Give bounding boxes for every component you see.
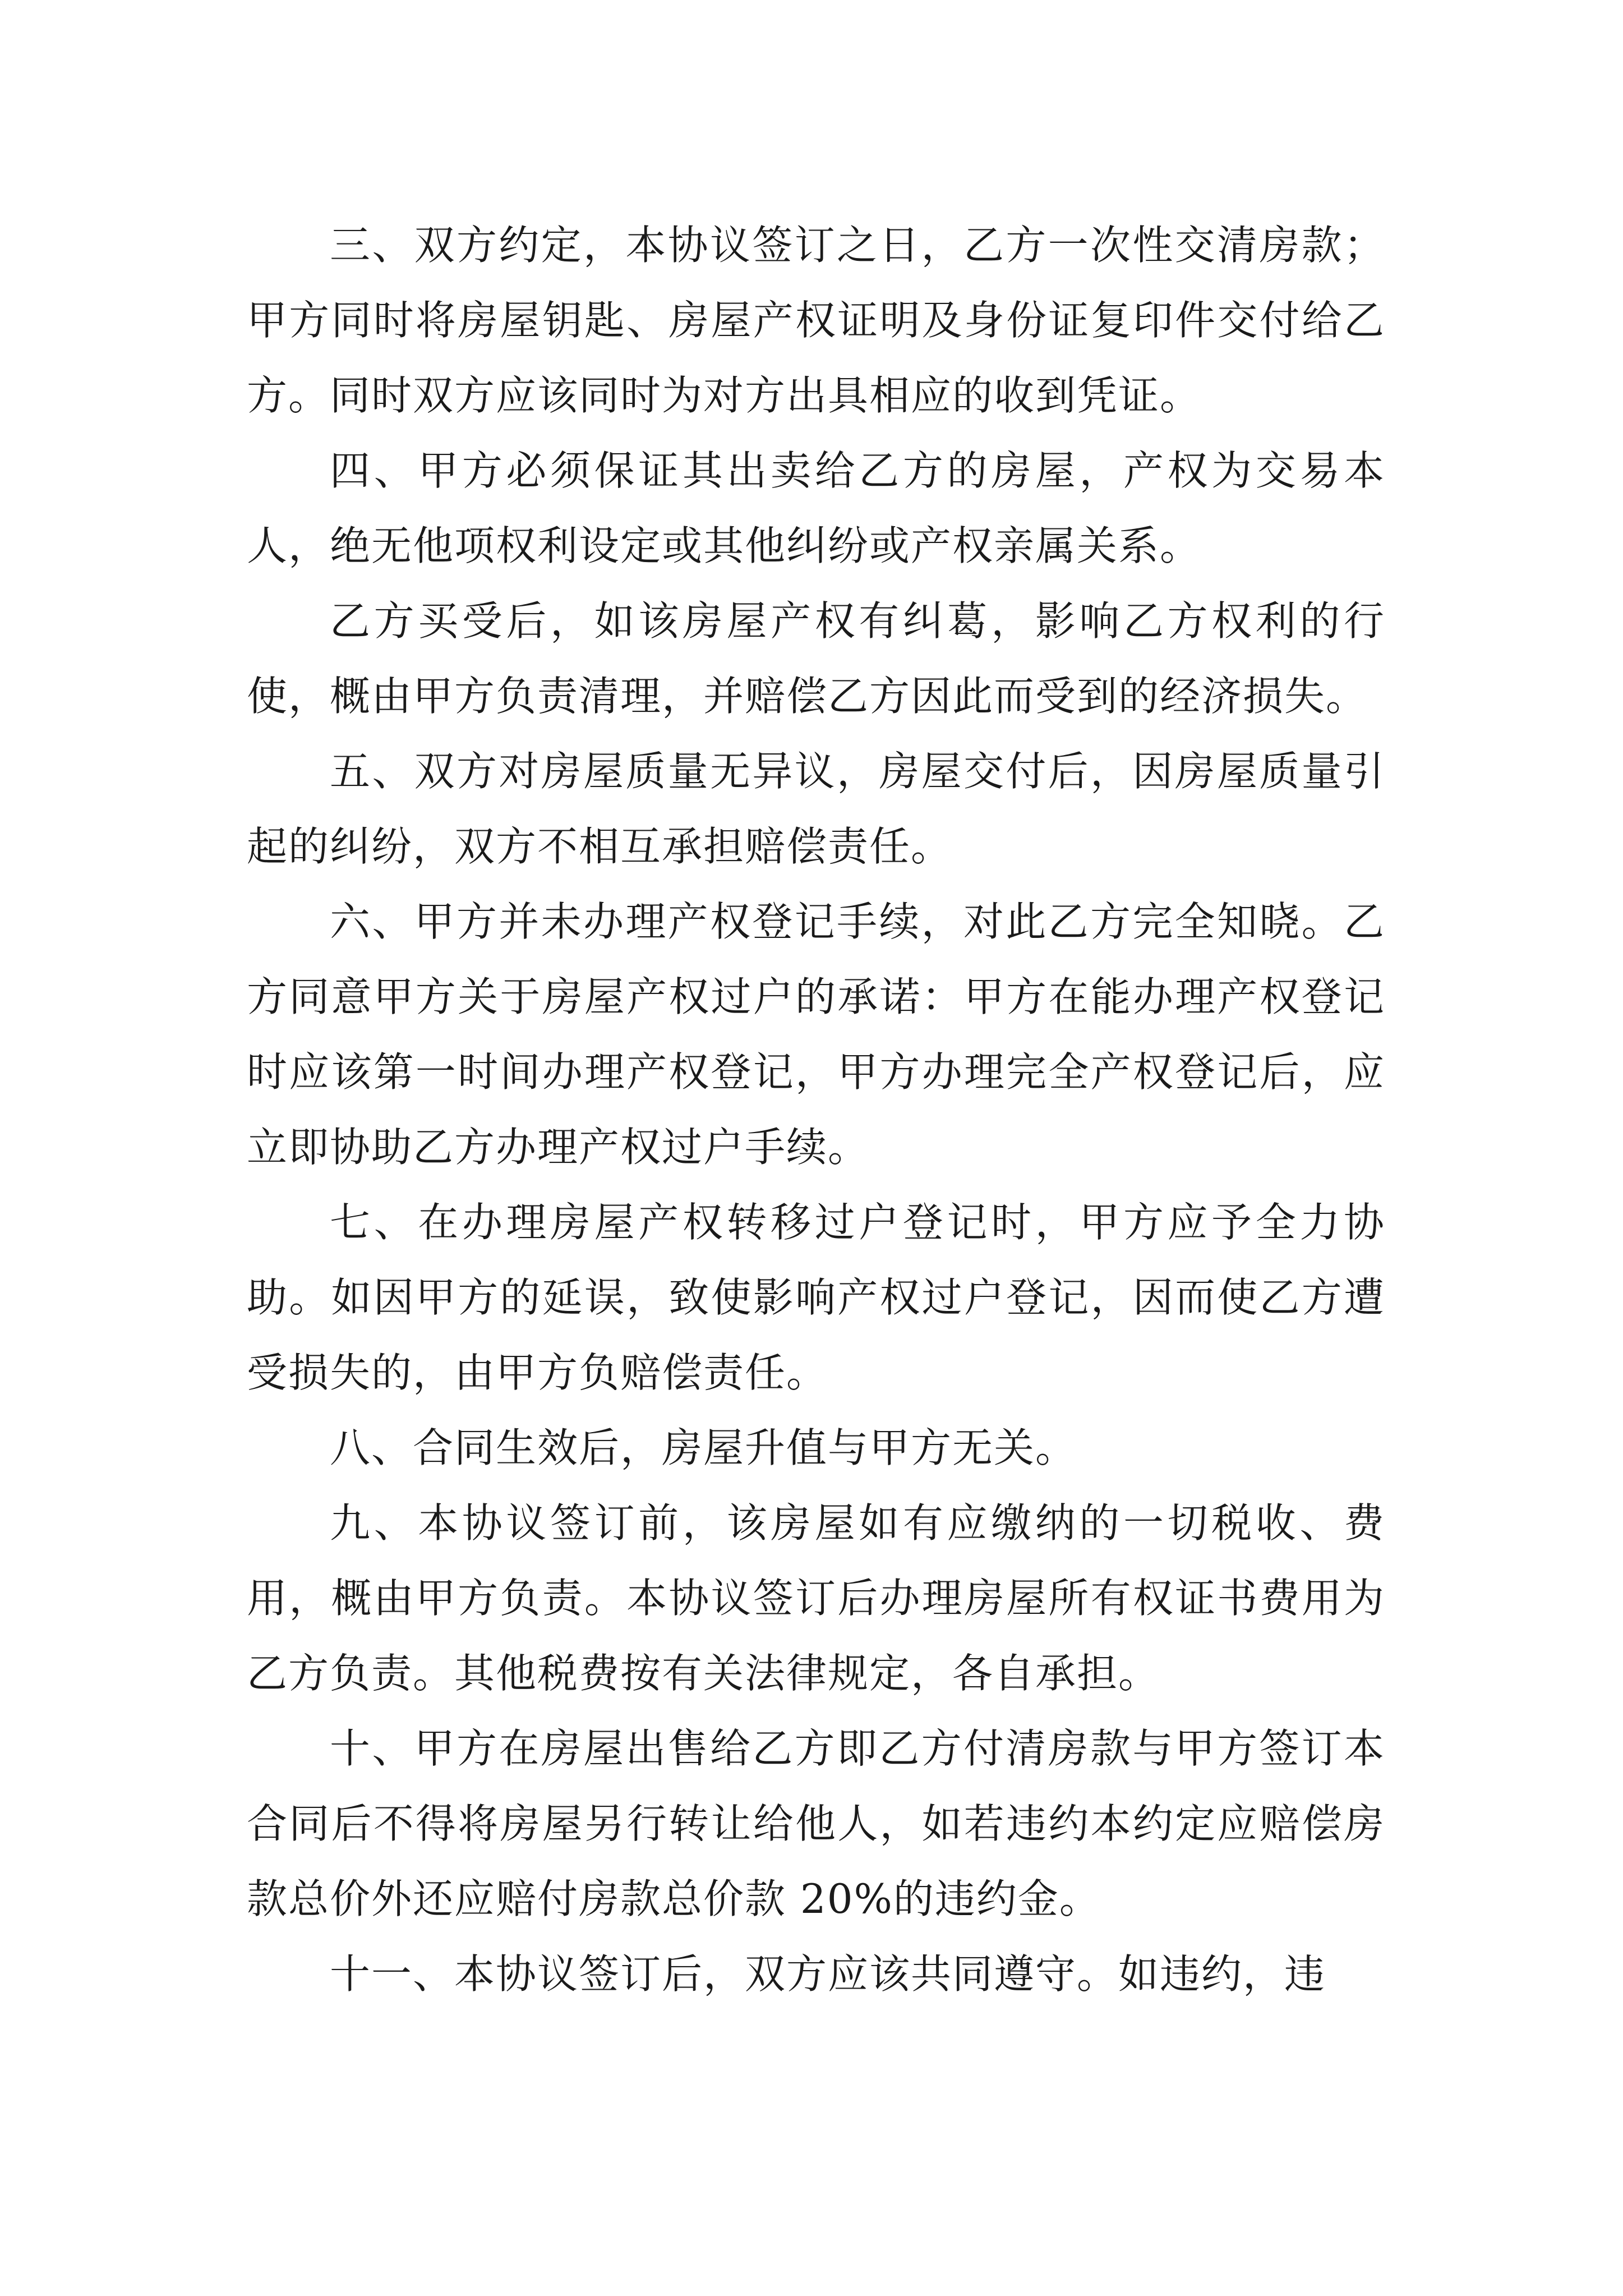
clause-4-continuation-paragraph: 乙方买受后，如该房屋产权有纠葛，影响乙方权利的行使，概由甲方负责清理，并赔偿乙方因此而受到的经济损失。 [247, 597, 1385, 720]
clause-4-paragraph: 四、甲方必须保证其出卖给乙方的房屋，产权为交易本人，绝无他项权利设定或其他纠纷或产权亲属关系。 [247, 447, 1385, 569]
contract-body [247, 208, 1385, 2012]
clause-7-paragraph: 七、在办理房屋产权转移过户登记时，甲方应予全力协助。如因甲方的延误，致使影响产权过户登记，因而使乙方遭受损失的，由甲方负赔偿责任。 [247, 1199, 1385, 1396]
clause-3-paragraph: 三、双方约定，本协议签订之日，乙方一次性交清房款；甲方同时将房屋钥匙、房屋产权证明及身份证复印件交付给乙方。同时双方应该同时为对方出具相应的收到凭证。 [247, 222, 1385, 419]
clause-11-paragraph: 十一、本协议签订后，双方应该共同遵守。如违约，违 [330, 1950, 1326, 1998]
clause-5-paragraph: 五、双方对房屋质量无异议，房屋交付后，因房屋质量引起的纠纷，双方不相互承担赔偿责任。 [247, 748, 1385, 870]
clause-10-paragraph: 十、甲方在房屋出售给乙方即乙方付清房款与甲方签订本合同后不得将房屋另行转让给他人，如若违约本约定应赔偿房款总价外还应赔付房款总价款 20%的违约金。 [247, 1725, 1385, 1922]
clause-8-paragraph: 八、合同生效后，房屋升值与甲方无关。 [330, 1424, 1077, 1471]
clause-6-paragraph: 六、甲方并未办理产权登记手续，对此乙方完全知晓。乙方同意甲方关于房屋产权过户的承诺：甲方在能办理产权登记时应该第一时间办理产权登记，甲方办理完全产权登记后，应立即协助乙方办理产权过户手续。 [247, 898, 1385, 1171]
clause-9-paragraph: 九、本协议签订前，该房屋如有应缴纳的一切税收、费用，概由甲方负责。本协议签订后办理房屋所有权证书费用为乙方负责。其他税费按有关法律规定，各自承担。 [247, 1499, 1385, 1697]
